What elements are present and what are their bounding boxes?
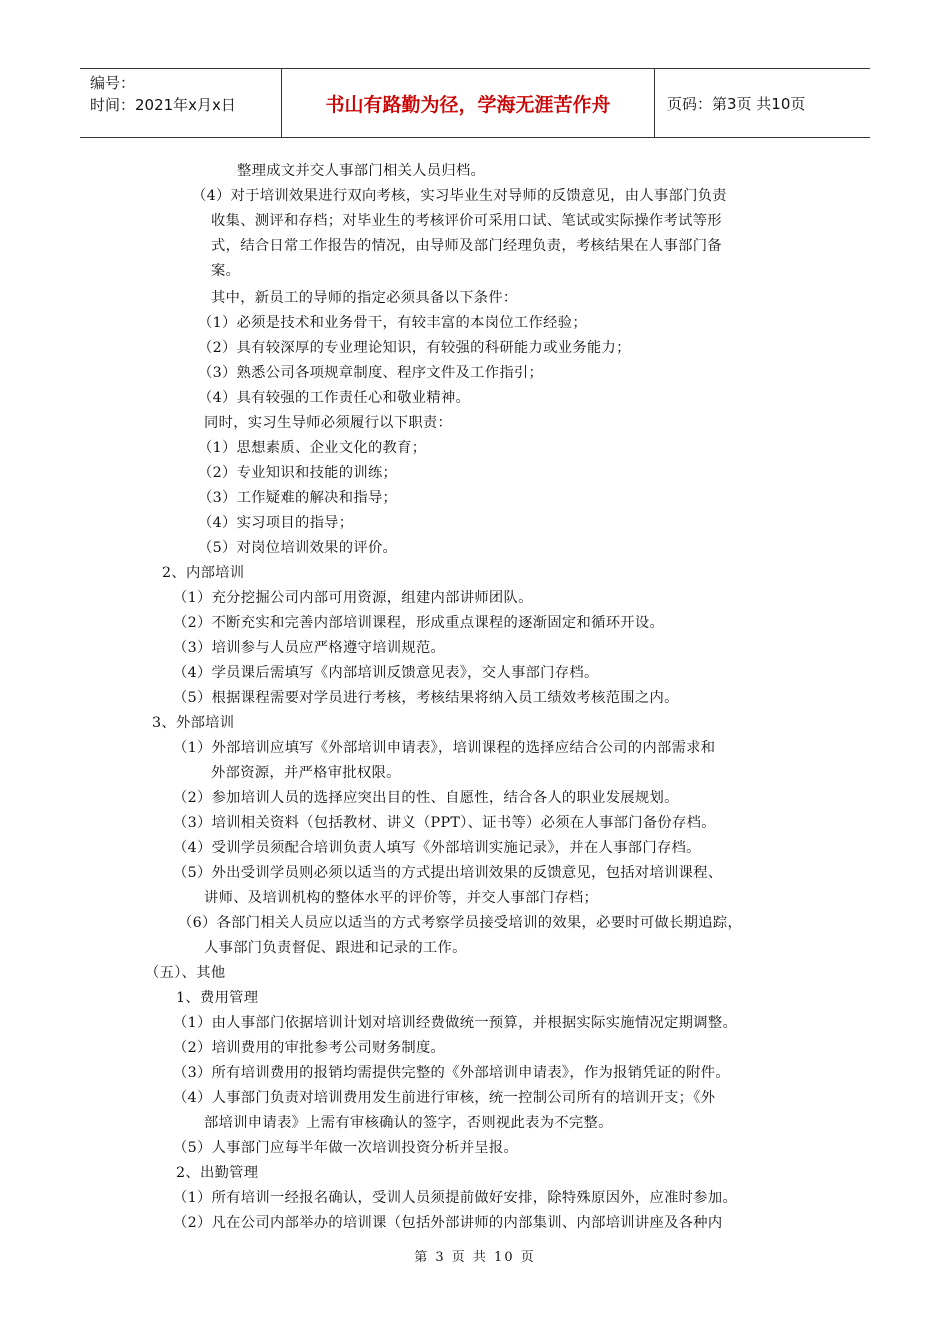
body-line: （5）人事部门应每半年做一次培训投资分析并呈报。 (173, 1140, 519, 1156)
body-line: （3）所有培训费用的报销均需提供完整的《外部培训申请表》，作为报销凭证的附件。 (173, 1065, 730, 1081)
section-heading: 3、外部培训 (152, 715, 235, 731)
body-line: （2）培训费用的审批参考公司财务制度。 (173, 1040, 446, 1056)
body-line: （2）参加培训人员的选择应突出目的性、自愿性，结合各人的职业发展规划。 (173, 790, 679, 806)
body-line: （1）必须是技术和业务骨干，有较丰富的本岗位工作经验； (198, 315, 587, 331)
body-line: 整理成文并交人事部门相关人员归档。 (237, 163, 486, 179)
body-line: （2）不断充实和完善内部培训课程，形成重点课程的逐渐固定和循环开设。 (173, 615, 665, 631)
body-line: 讲师、及培训机构的整体水平的评价等，并交人事部门存档； (204, 890, 599, 906)
body-line: （6）各部门相关人员应以适当的方式考察学员接受培训的效果，必要时可做长期追踪， (178, 915, 743, 931)
body-line: （5）对岗位培训效果的评价。 (198, 540, 398, 556)
body-line: （4）实习项目的指导； (198, 515, 354, 531)
body-line: 式，结合日常工作报告的情况，由导师及部门经理负责，考核结果在人事部门备 (211, 238, 722, 254)
body-line: （3）工作疑难的解决和指导； (198, 490, 398, 506)
body-line: （1）充分挖掘公司内部可用资源，组建内部讲师团队。 (173, 590, 533, 606)
section-heading: 2、内部培训 (162, 565, 245, 581)
header-motto: 书山有路勤为径，学海无涯苦作舟 (282, 69, 655, 137)
body-line: 其中，新员工的导师的指定必须具备以下条件： (211, 290, 518, 306)
body-line: 收集、测评和存档；对毕业生的考核评价可采用口试、笔试或实际操作考试等形 (211, 213, 722, 229)
body-line: （4）受训学员须配合培训负责人填写《外部培训实施记录》，并在人事部门存档。 (173, 840, 701, 856)
body-line: （3）培训参与人员应严格遵守培训规范。 (173, 640, 446, 656)
date-label: 时间：2021年x月x日 (90, 96, 236, 114)
body-line: （3）熟悉公司各项规章制度、程序文件及工作指引； (198, 365, 544, 381)
body-line: （4）具有较强的工作责任心和敬业精神。 (198, 390, 471, 406)
body-line: （1）外部培训应填写《外部培训申请表》，培训课程的选择应结合公司的内部需求和 (173, 740, 716, 756)
body-line: （4）对于培训效果进行双向考核，实习毕业生对导师的反馈意见，由人事部门负责 (192, 188, 727, 204)
body-line: （1）所有培训一经报名确认，受训人员须提前做好安排，除特殊原因外，应准时参加。 (173, 1190, 738, 1206)
page-header (80, 68, 870, 138)
body-line: （2）凡在公司内部举办的培训课（包括外部讲师的内部集训、内部培训讲座及各种内 (173, 1215, 723, 1231)
header-page-label: 页码：第3页 共10页 (667, 94, 806, 113)
body-line: （1）思想素质、企业文化的教育； (198, 440, 427, 456)
section-heading: （五）、其他 (145, 965, 226, 981)
body-line: （5）外出受训学员则必须以适当的方式提出培训效果的反馈意见，包括对培训课程、 (173, 865, 723, 881)
number-label: 编号： (90, 74, 136, 92)
body-line: （5）根据课程需要对学员进行考核，考核结果将纳入员工绩效考核范围之内。 (173, 690, 679, 706)
body-line: （4）学员课后需填写《内部培训反馈意见表》，交人事部门存档。 (173, 665, 599, 681)
body-line: （1）由人事部门依据培训计划对培训经费做统一预算，并根据实际实施情况定期调整。 (173, 1015, 738, 1031)
section-heading: 1、费用管理 (176, 990, 259, 1006)
body-line: 案。 (211, 263, 241, 279)
body-line: （3）培训相关资料（包括教材、讲义（PPT）、证书等）必须在人事部门备份存档。 (173, 815, 716, 831)
body-line: （2）具有较深厚的专业理论知识，有较强的科研能力或业务能力； (198, 340, 631, 356)
body-line: 部培训申请表》上需有审核确认的签字，否则视此表为不完整。 (204, 1115, 613, 1131)
body-line: 外部资源，并严格审批权限。 (211, 765, 401, 781)
page-footer: 第 3 页 共 10 页 (414, 1250, 536, 1265)
section-heading: 2、出勤管理 (176, 1165, 259, 1181)
body-line: 同时，实习生导师必须履行以下职责： (204, 415, 453, 431)
body-line: 人事部门负责督促、跟进和记录的工作。 (204, 940, 467, 956)
body-line: （4）人事部门负责对培训费用发生前进行审核，统一控制公司所有的培训开支；《外 (173, 1090, 716, 1106)
header-meta (80, 69, 282, 137)
body-line: （2）专业知识和技能的训练； (198, 465, 398, 481)
